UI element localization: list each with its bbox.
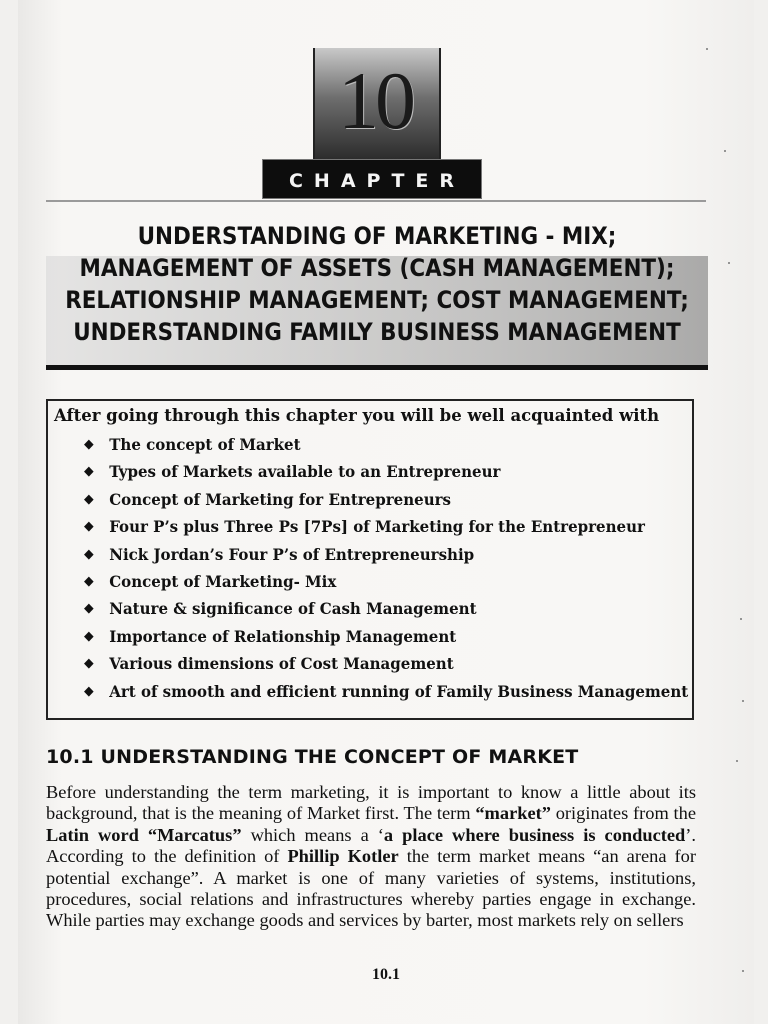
diamond-bullet-icon: ◆: [84, 656, 94, 672]
paragraph-text: which means a ‘: [241, 824, 384, 845]
paragraph-emphasis: Latin word “Marcatus”: [46, 824, 242, 845]
chapter-title-line-1: UNDERSTANDING OF MARKETING - MIX;: [137, 222, 617, 250]
paragraph-emphasis: Phillip Kotler: [287, 846, 399, 867]
objective-text: Types of Markets available to an Entrepreneur: [109, 462, 501, 482]
objectives-list: [84, 434, 707, 708]
objective-item: [84, 489, 688, 516]
diamond-bullet-icon: ◆: [84, 464, 94, 480]
scan-speck: [706, 48, 708, 50]
title-rule: [46, 365, 708, 370]
scan-speck: [736, 760, 738, 762]
objective-item: [84, 681, 688, 708]
objective-text: Various dimensions of Cost Management: [109, 654, 454, 674]
diamond-bullet-icon: ◆: [84, 601, 94, 617]
diamond-bullet-icon: ◆: [84, 628, 94, 644]
scan-speck: [742, 700, 744, 702]
chapter-number: 10: [338, 55, 412, 146]
objective-item: [84, 434, 688, 461]
paragraph-emphasis: “market”: [475, 803, 551, 824]
objectives-intro: After going through this chapter you will be well acquainted with: [54, 406, 660, 425]
diamond-bullet-icon: ◆: [84, 683, 94, 699]
diamond-bullet-icon: ◆: [84, 519, 94, 535]
page-number: 10.1: [372, 966, 400, 983]
objective-text: The concept of Market: [109, 435, 301, 454]
paragraph-emphasis: a place where business is conducted: [383, 824, 686, 845]
objective-item: [84, 544, 688, 571]
header-rule: [46, 200, 706, 202]
objective-item: [84, 516, 688, 543]
objective-item: [84, 598, 688, 625]
objective-item: [84, 461, 688, 488]
paragraph-text: the term market means “an arena for potential exchange”. A market is one of many varieties of systems, institutions, procedures, social relations and infrastructures whereby parties engage in exchange. While parties may exchange goods and services by barter, most markets rely on sellers: [46, 846, 696, 931]
objective-text: Importance of Relationship Management: [109, 626, 457, 646]
objective-text: Nick Jordan’s Four P’s of Entrepreneurship: [109, 544, 475, 564]
diamond-bullet-icon: ◆: [84, 437, 94, 452]
chapter-title-line-2: MANAGEMENT OF ASSETS (CASH MANAGEMENT);: [79, 254, 675, 282]
objective-text: Art of smooth and efficient running of Family Business Management: [109, 681, 689, 701]
paragraph-text: ’. According to the definition of: [46, 824, 696, 867]
diamond-bullet-icon: ◆: [84, 573, 94, 589]
paragraph-text: Before understanding the term marketing, it is important to know a little about its background, that is the meaning of Market first. The term: [46, 782, 696, 824]
objective-text: Nature & significance of Cash Management: [109, 599, 477, 619]
chapter-label: CHAPTER: [263, 160, 481, 198]
chapter-title-line-3: RELATIONSHIP MANAGEMENT; COST MANAGEMENT;: [65, 286, 689, 314]
section-paragraph: [46, 782, 696, 932]
document-page: [18, 0, 754, 1024]
chapter-title-line-4: UNDERSTANDING FAMILY BUSINESS MANAGEMENT: [73, 318, 681, 346]
objective-text: Concept of Marketing- Mix: [109, 571, 337, 591]
objective-text: Concept of Marketing for Entrepreneurs: [109, 489, 452, 509]
paragraph-text: originates from the: [550, 803, 696, 824]
objective-text: Four P’s plus Three Ps [7Ps] of Marketing for the Entrepreneur: [109, 517, 645, 537]
scan-speck: [742, 970, 744, 972]
scan-speck: [724, 150, 726, 152]
section-heading: 10.1 UNDERSTANDING THE CONCEPT OF MARKET: [46, 746, 579, 768]
scan-speck: [740, 618, 742, 620]
diamond-bullet-icon: ◆: [84, 546, 94, 562]
objective-item: [84, 653, 688, 680]
objective-item: [84, 571, 688, 598]
objective-item: [84, 626, 688, 653]
diamond-bullet-icon: ◆: [84, 491, 94, 507]
scan-speck: [728, 262, 730, 264]
